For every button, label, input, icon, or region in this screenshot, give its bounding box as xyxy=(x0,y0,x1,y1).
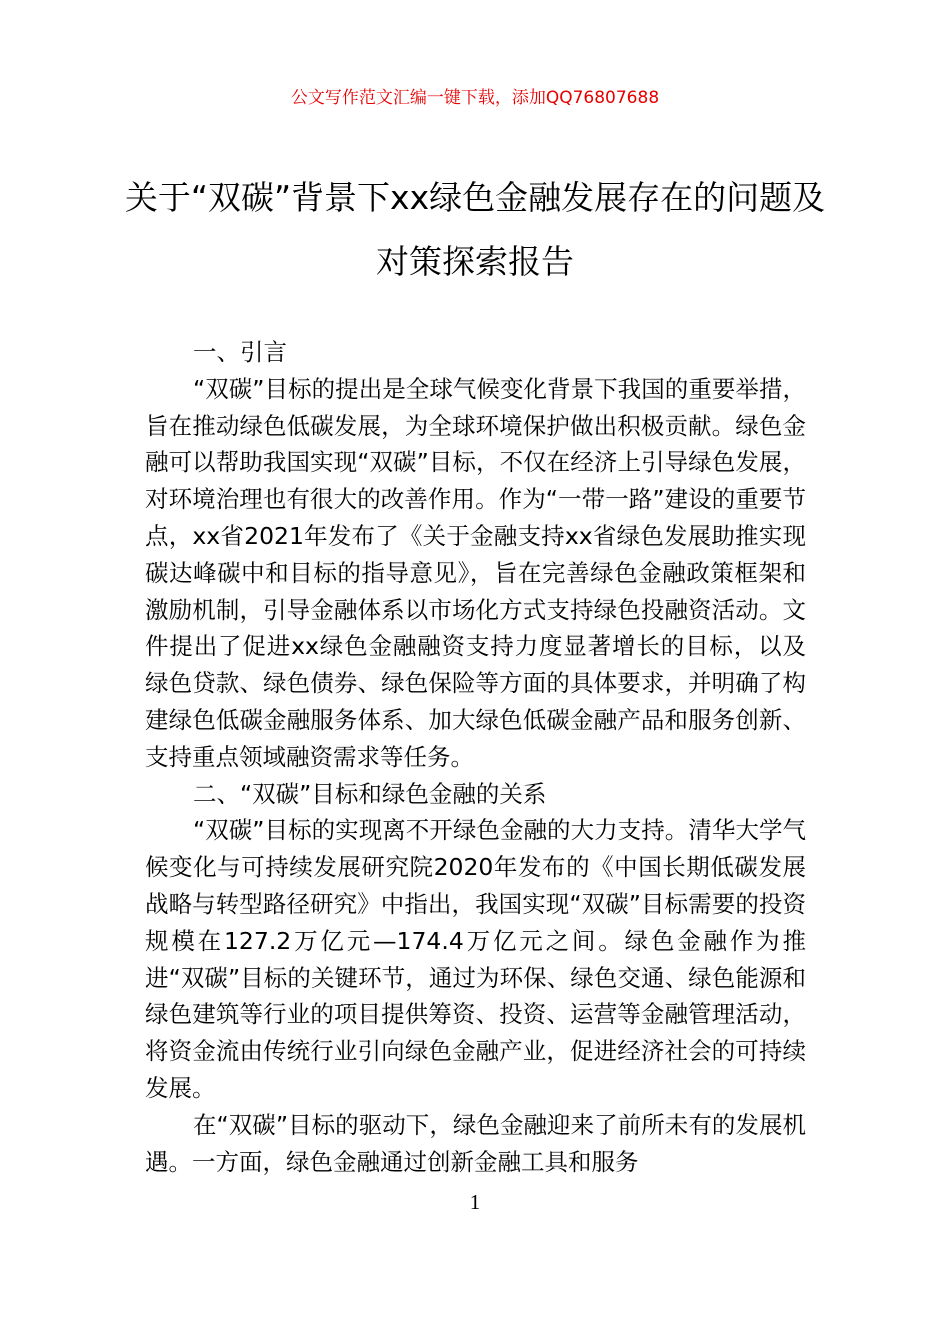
document-title: 关于“双碳”背景下xx绿色金融发展存在的问题及对策探索报告 xyxy=(124,178,826,281)
section-heading-relationship: 二、“双碳”目标和绿色金融的关系 xyxy=(193,779,547,808)
paragraph: 在“双碳”目标的驱动下，绿色金融迎来了前所未有的发展机遇。一方面，绿色金融通过创新金融工具和服务 xyxy=(145,1110,806,1176)
download-promo-note: 公文写作范文汇编一键下载，添加QQ76807688 xyxy=(290,88,660,108)
paragraph: “双碳”目标的提出是全球气候变化背景下我国的重要举措，旨在推动绿色低碳发展，为全球环境保护做出积极贡献。绿色金融可以帮助我国实现“双碳”目标，不仅在经济上引导绿色发展，对环境治理也有很大的改善作用。作为“一带一路”建设的重要节点，xx省2021年发布了《关于金融支持xx省绿色发展助推实现碳达峰碳中和目标的指导意见》，旨在完善绿色金融政策框架和激励机制，引导金融体系以市场化方式支持绿色投融资活动。文件提出了促进xx绿色金融融资支持力度显著增长的目标，以及绿色贷款、绿色债券、绿色保险等方面的具体要求，并明确了构建绿色低碳金融服务体系、加大绿色低碳金融产品和服务创新、支持重点领域融资需求等任务。 xyxy=(145,374,806,771)
section-heading-introduction: 一、引言 xyxy=(193,338,287,366)
paragraph: “双碳”目标的实现离不开绿色金融的大力支持。清华大学气候变化与可持续发展研究院2020年发布的《中国长期低碳发展战略与转型路径研究》中指出，我国实现“双碳”目标需要的投资规模在127.2万亿元—174.4万亿元之间。绿色金融作为推进“双碳”目标的关键环节，通过为环保、绿色交通、绿色能源和绿色建筑等行业的项目提供筹资、投资、运营等金融管理活动，将资金流由传统行业引向绿色金融产业，促进经济社会的可持续发展。 xyxy=(145,816,806,1102)
document-body xyxy=(145,334,806,1180)
page-number: 1 xyxy=(469,1190,481,1214)
